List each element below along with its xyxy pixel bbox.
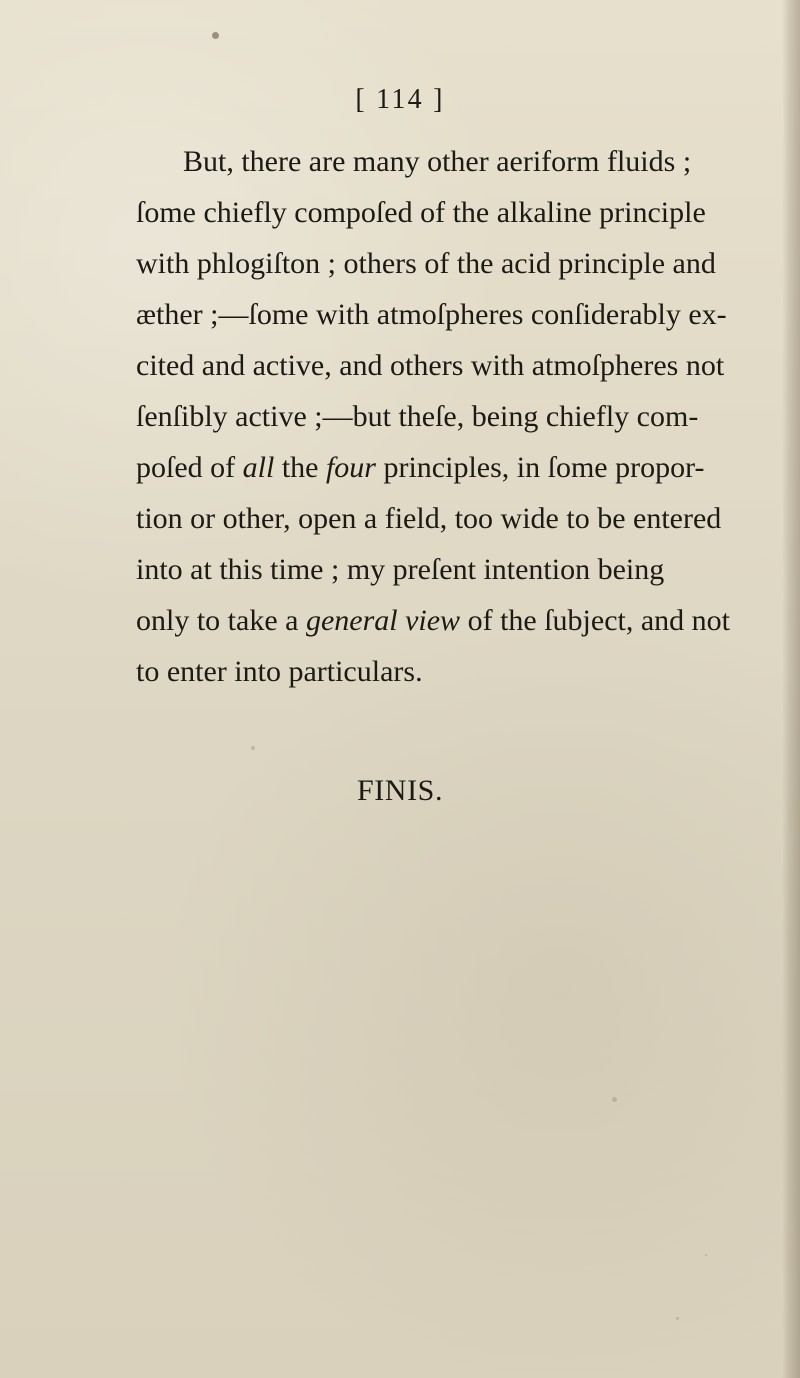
finis-mark: FINIS. xyxy=(356,774,444,807)
body-text xyxy=(136,136,764,697)
text-line-2: ſome chiefly compoſed of the alkaline principle xyxy=(136,196,706,229)
text-line-9: into at this time ; my preſent intention being xyxy=(136,553,665,586)
paper-speck xyxy=(612,1097,617,1102)
paper-speck xyxy=(599,621,602,624)
paper-speck xyxy=(676,1317,679,1320)
paper-speck xyxy=(705,1254,707,1256)
text-line-4: æther ;—ſome with atmoſpheres conſiderably ex- xyxy=(136,298,727,331)
paper-speck xyxy=(251,746,255,750)
text-line-11: to enter into particulars. xyxy=(136,655,423,688)
paper-speck xyxy=(212,32,219,39)
text-line-3: with phlogiſton ; others of the acid principle and xyxy=(136,247,716,280)
page-number-header: [ 114 ] xyxy=(355,84,445,115)
text-line-5: cited and active, and others with atmoſpheres not xyxy=(136,349,725,382)
text-line-10: only to take a general view of the ſubject, and not xyxy=(136,604,731,637)
text-line-7: poſed of all the four principles, in ſome propor- xyxy=(136,451,705,484)
text-line-1: But, there are many other aeriform fluids ; xyxy=(183,145,692,178)
text-line-8: tion or other, open a field, too wide to be entered xyxy=(136,502,722,535)
text-line-6: ſenſibly active ;—but theſe, being chiefly com- xyxy=(136,400,699,433)
